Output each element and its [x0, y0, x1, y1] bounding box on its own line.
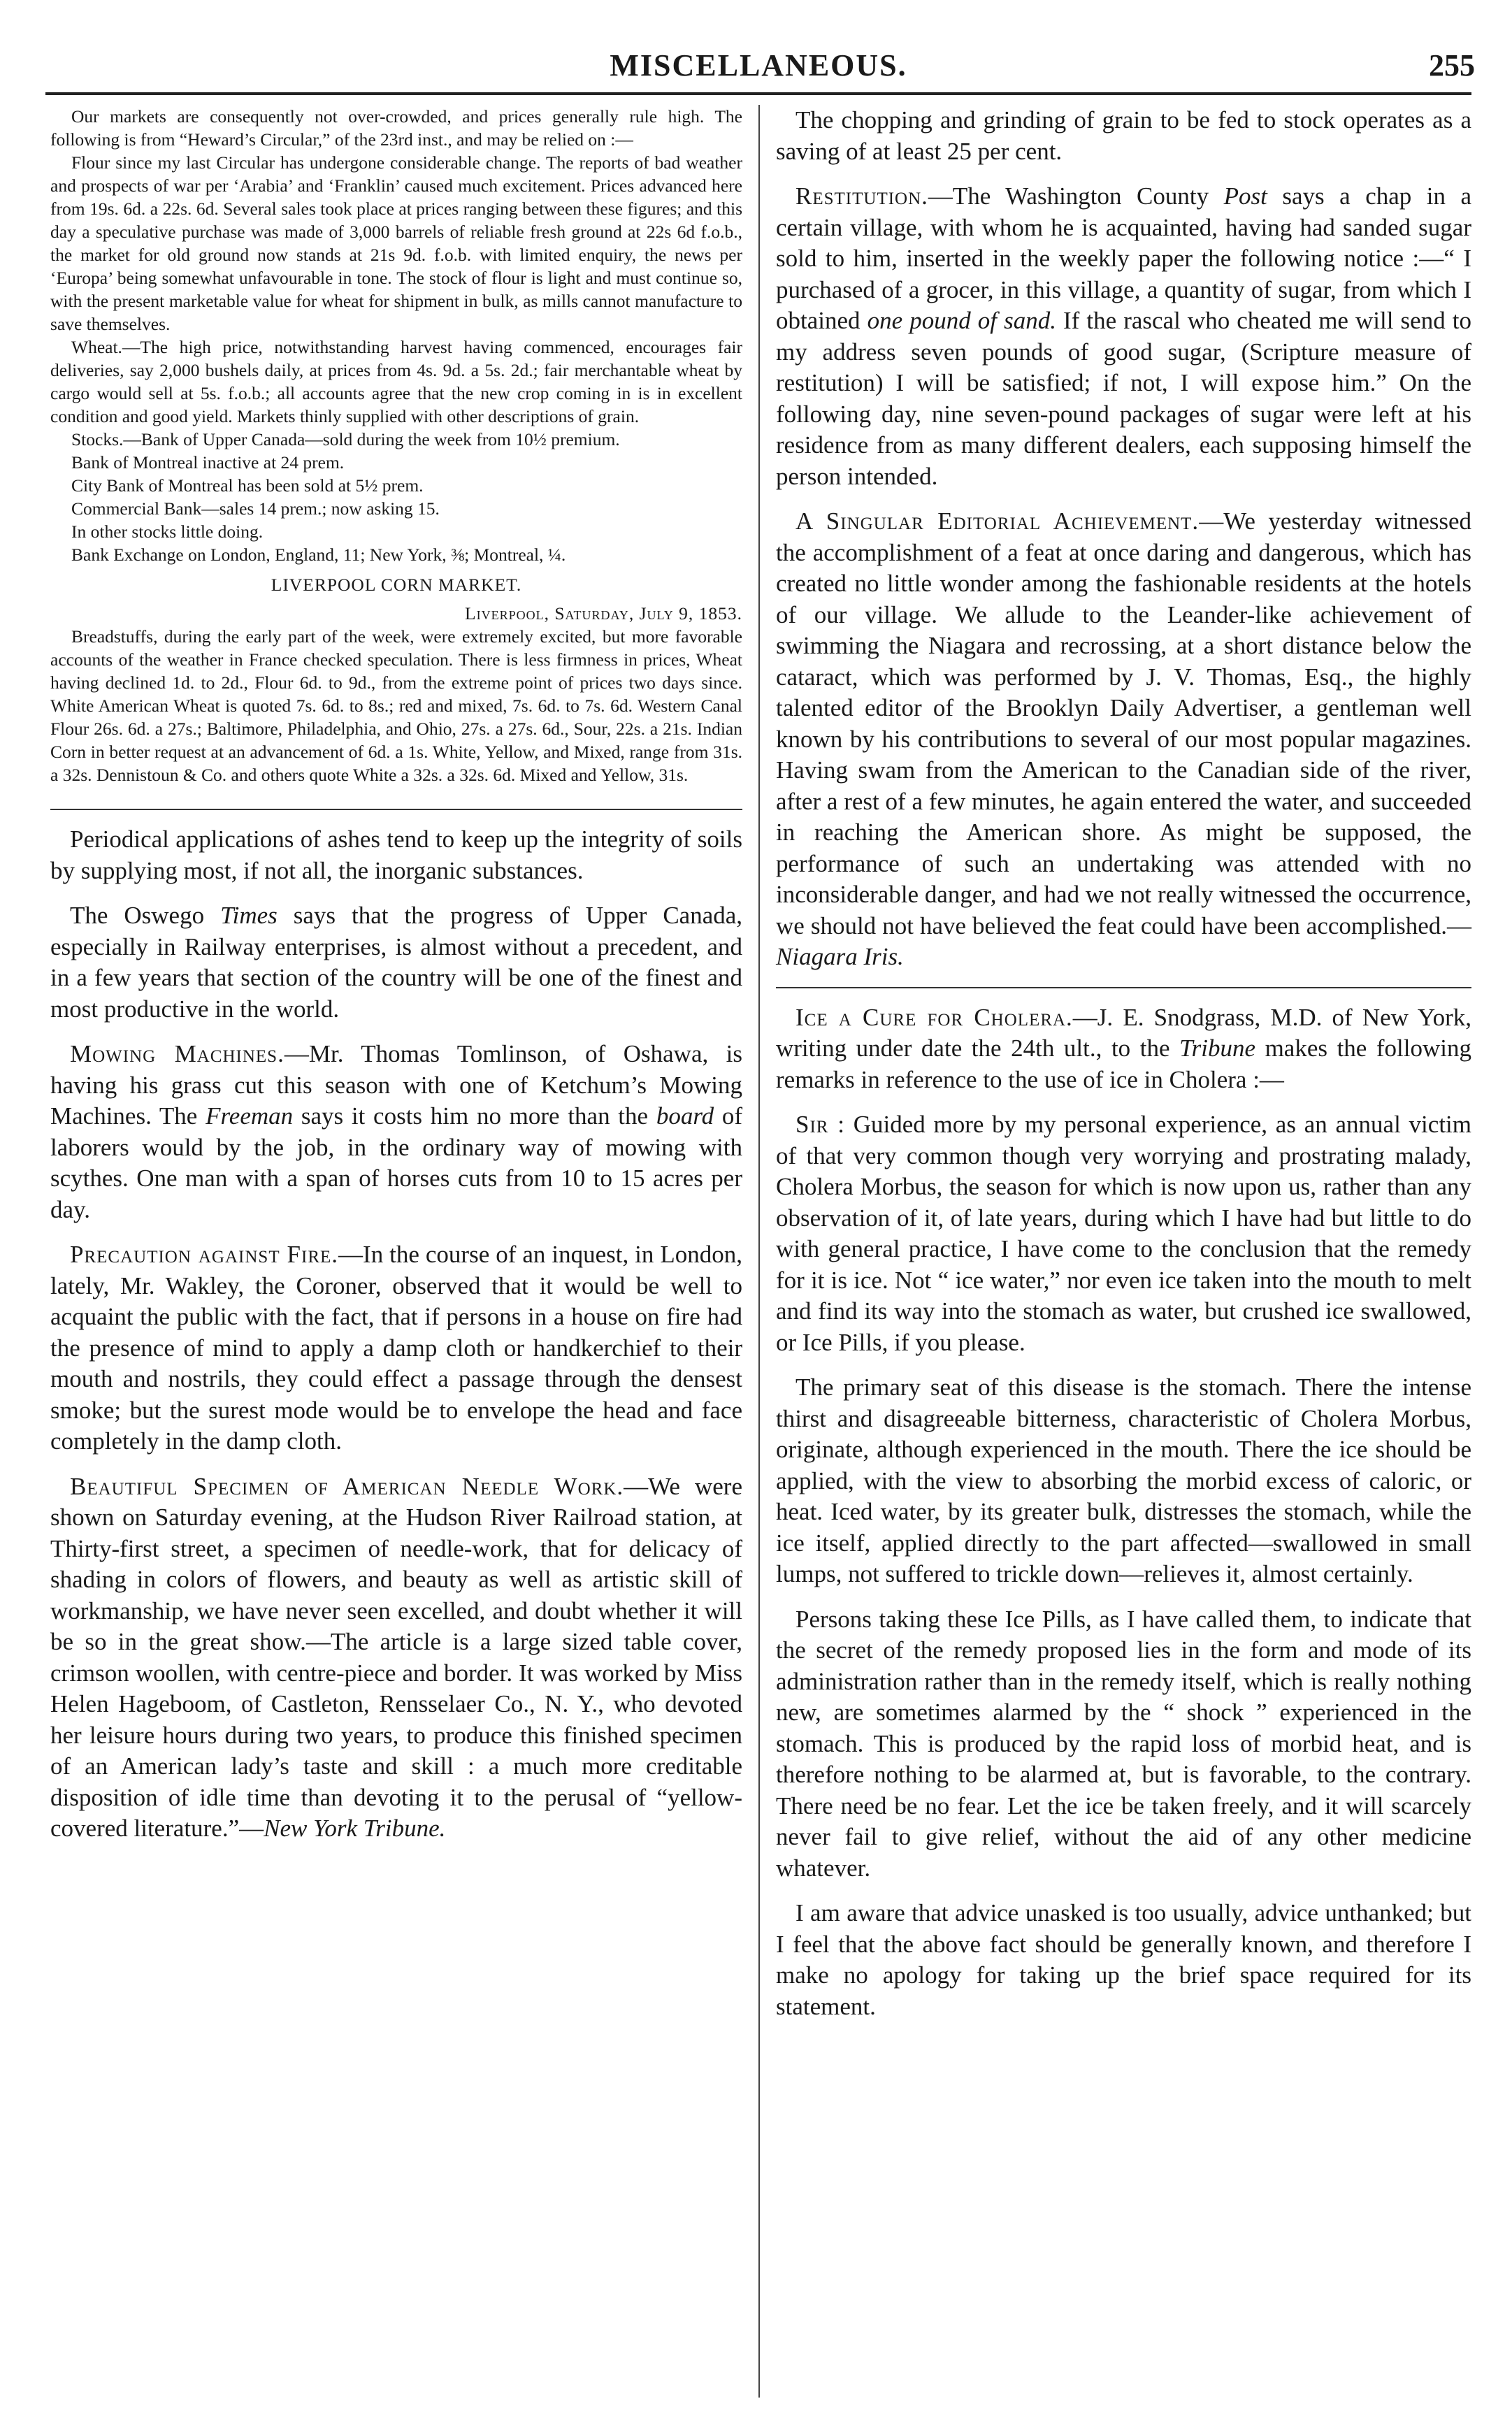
mowing-heading: Mowing Machines.: [70, 1040, 285, 1067]
column-divider: [758, 105, 760, 2398]
sir-paragraph: Sir : Guided more by my personal experience, as an annual victim of that very common though very worrying and prostrating malady, Cholera Morbus, the season for which is now upon us, rather than any observation of it, of late years, during which I have had but little to do with general practice, I have come to the conclusion that the remedy for it is ice. Not “ ice water,” nor even ice taken into the mouth to melt and find its way into the stomach as water, but crushed ice swallowed, or Ice Pills, if you please.: [776, 1111, 1471, 1356]
ashes-paragraph: Periodical applications of ashes tend to keep up the integrity of soils by supplying most, if not all, the inorganic substances.: [50, 826, 742, 884]
needlework-source: New York Tribune.: [264, 1815, 446, 1842]
market-city-bank: City Bank of Montreal has been sold at 5½ prem.: [71, 475, 424, 496]
market-report: [50, 105, 742, 786]
persons-paragraph: Persons taking these Ice Pills, as I have called them, to indicate that the secret of the remedy proposed lies in the form and mode of its administration rather than in the remedy itself, which is really nothing new, are sometimes alarmed by the “ shock ” experienced in the stomach. This is produced by the rapid loss of morbid heat, and is therefore nothing to be alarmed at, but is favorable, to the contrary. There need be no fear. Let the ice be taken freely, and it will scarcely never fail to give relief, without the aid of any other medicine whatever.: [776, 1605, 1471, 1882]
right-column: [776, 105, 1471, 2036]
market-exchange: Bank Exchange on London, England, 11; New York, ⅜; Montreal, ¼.: [71, 545, 566, 565]
page-number: 255: [1429, 48, 1475, 82]
corn-market-title: LIVERPOOL CORN MARKET.: [271, 575, 522, 595]
header-rule: [45, 92, 1471, 95]
corn-market-dateline: Liverpool, Saturday, July 9, 1853.: [465, 603, 742, 624]
market-stocks: Stocks.—Bank of Upper Canada—sold during the week from 10½ premium.: [71, 429, 620, 449]
oswego-paragraph: The Oswego Times says that the progress of Upper Canada, especially in Railway enterprises, is almost without a precedent, and in a few years that section of the country will be one of the finest and most productive in the world.: [50, 902, 743, 1023]
editorial-source: Niagara Iris.: [776, 943, 904, 970]
left-articles: [50, 824, 742, 1845]
restitution-heading: Restitution.: [795, 182, 928, 210]
market-flour: Flour since my last Circular has undergone considerable change. The reports of bad weather and prospects of war per ‘Arabia’ and ‘Franklin’ caused much excitement. Prices advanced here from 19s. 6d. a 22s. 6d. Several sales took place at prices ranging between these figures; and this day a speculative purchase was made of 3,000 barrels of reliable fresh ground at 22s 6d f.o.b., the market for old ground now stands at 21s 9d. f.o.b. with limited enquiry, the news per ‘Europa’ being somewhat unfavourable in tone. The stock of flour is light and must continue so, with the present marketable value for wheat for shipment in bulk, as mills cannot manufacture to save themselves.: [50, 152, 742, 334]
needlework-article: Beautiful Specimen of American Needle Work.—We were shown on Saturday evening, at the Hudson River Railroad station, at Thirty-first street, a specimen of needle-work, that for delicacy of shading in colors of flowers, and beauty as well as artistic skill of workmanship, we have never seen excelled, and doubt whether it will be so in the great show.—The article is a large sized table cover, crimson woollen, with centre-piece and border. It was worked by Miss Helen Hageboom, of Castleton, Rensselaer Co., N. Y., who devoted her leisure hours during two years, to produce this finished specimen of an American lady’s taste and skill : a much more creditable disposition of idle time than devoting it to the perusal of “yellow-covered literature.”—New York Tribune.: [50, 1472, 742, 1842]
section-separator: [776, 987, 1471, 988]
corn-market-body: Breadstuffs, during the early part of the week, were extremely excited, but more favorable accounts of the weather in France checked speculation. There is less firmness in prices, Wheat having declined 1d. to 2d., Flour 6d. to 9d., from the extreme point of prices two days since. White American Wheat is quoted 7s. 6d. to 8s.; red and mixed, 7s. 6d. to 7s. 6d. Western Canal Flour 26s. 6d. a 27s.; Baltimore, Philadelphia, and Ohio, 27s. a 27s. 6d., Sour, 22s. a 21s. Indian Corn in better request at an advancement of 6d. a 1s. White, Yellow, and Mixed, range from 31s. a 32s. Dennistoun & Co. and others quote White a 32s. a 32s. 6d. Mixed and Yellow, 31s.: [50, 626, 742, 785]
sir-salutation: Sir :: [795, 1111, 845, 1138]
fire-article: Precaution against Fire.—In the course of an inquest, in London, lately, Mr. Wakley, the Coroner, observed that it would be well to acquaint the public with the fact, that if persons in a house on fire had the presence of mind to apply a damp cloth or handkerchief to their mouth and nostrils, they could effect a passage through the densest smoke; but the surest mode would be to envelope the head and face completely in the damp cloth.: [50, 1241, 742, 1455]
market-intro: Our markets are consequently not over-crowded, and prices generally rule high. The following is from “Heward’s Circular,” of the 23rd inst., and may be relied on :—: [50, 106, 742, 150]
mowing-article: Mowing Machines.—Mr. Thomas Tomlinson, of Oshawa, is having his grass cut this season with one of Ketchum’s Mowing Machines. The Freeman says it costs him no more than the board of laborers would by the job, in the ordinary way of mowing with scythes. One man with a span of horses cuts from 10 to 15 acres per day.: [50, 1040, 743, 1223]
market-other-stocks: In other stocks little doing.: [71, 521, 264, 542]
editorial-heading: A Singular Editorial Achievement.: [795, 507, 1200, 535]
page-header: [42, 42, 1475, 98]
ice-article: Ice a Cure for Cholera.—J. E. Snodgrass, M.D. of New York, writing under date the 24th ult., to the Tribune makes the following remarks in reference to the use of ice in Cholera :—: [776, 1003, 1471, 1093]
page-title: MISCELLANEOUS.: [610, 48, 907, 82]
restitution-article: Restitution.—The Washington County Post says a chap in a certain village, with whom he is acquainted, having had sanded sugar sold to him, inserted in the weekly paper the following notice :—“ I purchased of a grocer, in this village, a quantity of sugar, from which I obtained one pound of sand. If the rascal who cheated me will send to my address seven pounds of good sugar, (Scripture measure of restitution) I will be satisfied; if not, I will expose him.” On the following day, nine seven-pound packages of sugar were left at his residence from as many different dealers, each supposing himself the person intended.: [776, 182, 1472, 490]
aware-paragraph: I am aware that advice unasked is too usually, advice unthanked; but I feel that the above fact should be generally known, and therefore I make no apology for taking up the brief space required for its statement.: [776, 1899, 1471, 2020]
market-commercial-bank: Commercial Bank—sales 14 prem.; now asking 15.: [71, 498, 440, 519]
primary-paragraph: The primary seat of this disease is the stomach. There the intense thirst and disagreeable bitterness, characteristic of Cholera Morbus, originate, although experienced in the mouth. There the ice should be applied, with the view to absorbing the morbid excess of caloric, or heat. Iced water, by its greater bulk, distresses the stomach, while the ice itself, applied directly to the part affected—swallowed in small lumps, not suffered to trickle down—relieves it, almost certainly.: [776, 1374, 1471, 1587]
section-separator: [50, 809, 742, 810]
market-bank-montreal: Bank of Montreal inactive at 24 prem.: [71, 452, 345, 473]
ice-heading: Ice a Cure for Cholera.: [795, 1003, 1073, 1031]
editorial-article: A Singular Editorial Achievement.—We yesterday witnessed the accomplishment of a feat at once daring and dangerous, which has created no little wonder among the fashionable residents at the hotels of our village. We allude to the Leander-like achievement of swimming the Niagara and recrossing, at a short distance below the cataract, which was performed by J. V. Thomas, Esq., the highly talented editor of the Brooklyn Daily Advertiser, a gentleman well known by his contributions to several of our most popular magazines. Having swam from the American to the Canadian side of the river, after a rest of a few minutes, he again entered the water, and succeeded in reaching the American shore. As might be supposed, the performance of such an undertaking was attended with no inconsiderable danger, and had we not really witnessed the occurrence, we should not have believed the feat could have been accomplished.—Niagara Iris.: [776, 507, 1471, 970]
needlework-heading: Beautiful Specimen of American Needle Work.: [70, 1472, 624, 1500]
market-wheat: Wheat.—The high price, notwithstanding harvest having commenced, encourages fair deliveries, say 2,000 bushels daily, at prices from 4s. 9d. a 5s. 2d.; fair merchantable wheat by cargo would sell at 5s. f.o.b.; all accounts agree that the new crop coming in is in excellent condition and good yield. Markets thinly supplied with other descriptions of grain.: [50, 337, 742, 426]
fire-heading: Precaution against Fire.: [70, 1241, 339, 1268]
left-column: [50, 105, 742, 1859]
grain-paragraph: The chopping and grinding of grain to be fed to stock operates as a saving of at least 25 per cent.: [776, 106, 1471, 165]
